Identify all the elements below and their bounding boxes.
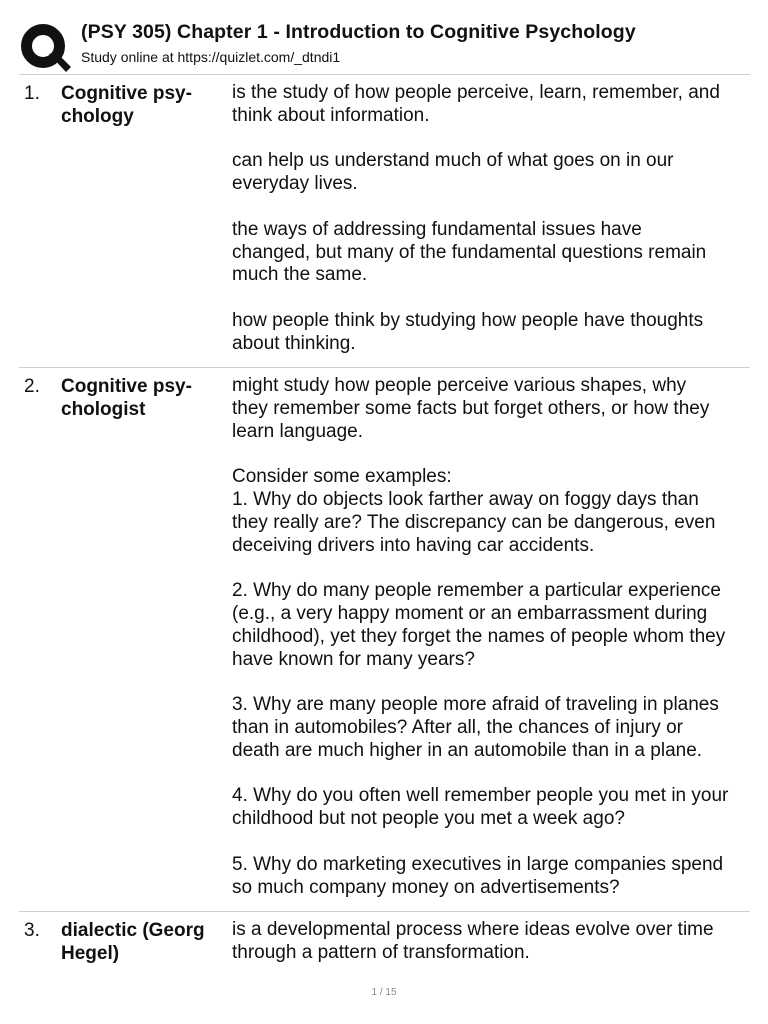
- definition-paragraph: [232, 82, 752, 128]
- definition-line: 4. Why do you often well remember people you met in your: [232, 785, 729, 807]
- term-number: 3.: [24, 920, 40, 941]
- divider: [19, 911, 750, 912]
- term-number: 2.: [24, 376, 40, 397]
- definition-line: everyday lives.: [232, 173, 358, 195]
- term-line: chologist: [61, 399, 146, 420]
- page-header: [0, 0, 768, 72]
- definition-line: so much company money on advertisements?: [232, 876, 620, 898]
- term-line: Hegel): [61, 943, 120, 964]
- definition-paragraph: [232, 694, 752, 762]
- term-line: dialectic (Georg: [61, 920, 205, 941]
- term-line: Cognitive psy-: [61, 376, 192, 397]
- definition-line: learn language.: [232, 420, 363, 442]
- definition-line: can help us understand much of what goes on in our: [232, 150, 674, 172]
- definition-line: think about information.: [232, 104, 430, 126]
- term-name: [61, 82, 221, 128]
- definition-line: through a pattern of transformation.: [232, 941, 530, 963]
- definition-line: is the study of how people perceive, learn, remember, and: [232, 82, 720, 103]
- definition-line: death are much higher in an automobile than in a plane.: [232, 739, 703, 761]
- term-definition: [232, 919, 752, 965]
- definition-line: about thinking.: [232, 332, 356, 354]
- definition-line: they really are? The discrepancy can be dangerous, even: [232, 511, 716, 533]
- definition-line: 5. Why do marketing executives in large companies spend: [232, 853, 724, 875]
- definition-line: childhood but not people you met a week ago?: [232, 808, 625, 830]
- term-definition: [232, 375, 752, 899]
- definition-line: 2. Why do many people remember a particular experience: [232, 580, 721, 602]
- definition-line: might study how people perceive various shapes, why: [232, 375, 687, 396]
- definition-line: they remember some facts but forget others, or how they: [232, 397, 710, 419]
- definition-paragraph: [232, 919, 752, 965]
- definition-paragraph: [232, 785, 752, 831]
- term-line: Cognitive psy-: [61, 83, 192, 104]
- page-indicator: 1 / 15: [371, 987, 397, 998]
- definition-line: much the same.: [232, 264, 368, 286]
- divider: [19, 74, 750, 75]
- study-online-link[interactable]: Study online at https://quizlet.com/_dtndi1: [81, 49, 341, 65]
- definition-paragraph: [232, 466, 752, 557]
- definition-paragraph: [232, 310, 752, 356]
- definition-line: childhood), yet they forget the names of people whom they: [232, 625, 726, 647]
- definition-line: how people think by studying how people have thoughts: [232, 309, 704, 331]
- definition-paragraph: [232, 854, 752, 900]
- definition-paragraph: [232, 580, 752, 671]
- term-name: [61, 375, 221, 421]
- definition-line: (e.g., a very happy moment or an embarrassment during: [232, 602, 708, 624]
- term-name: [61, 919, 221, 965]
- term-definition: [232, 82, 752, 356]
- definition-line: 3. Why are many people more afraid of traveling in planes: [232, 694, 719, 716]
- definition-paragraph: [232, 219, 752, 287]
- definition-line: Consider some examples:: [232, 466, 452, 488]
- definition-line: the ways of addressing fundamental issues have: [232, 218, 642, 240]
- term-line: chology: [61, 106, 134, 127]
- term-number: 1.: [24, 83, 40, 104]
- definition-line: 1. Why do objects look farther away on foggy days than: [232, 488, 699, 510]
- definition-paragraph: [232, 375, 752, 443]
- definition-line: deceiving drivers into having car accidents.: [232, 534, 595, 556]
- definition-line: than in automobiles? After all, the chances of injury or: [232, 716, 683, 738]
- document-title: (PSY 305) Chapter 1 - Introduction to Cognitive Psychology: [81, 21, 636, 43]
- quizlet-q-logo-icon: [19, 22, 71, 74]
- definition-line: have known for many years?: [232, 648, 475, 670]
- definition-line: changed, but many of the fundamental questions remain: [232, 241, 707, 263]
- divider: [19, 367, 750, 368]
- definition-line: is a developmental process where ideas evolve over time: [232, 919, 714, 940]
- definition-paragraph: [232, 150, 752, 196]
